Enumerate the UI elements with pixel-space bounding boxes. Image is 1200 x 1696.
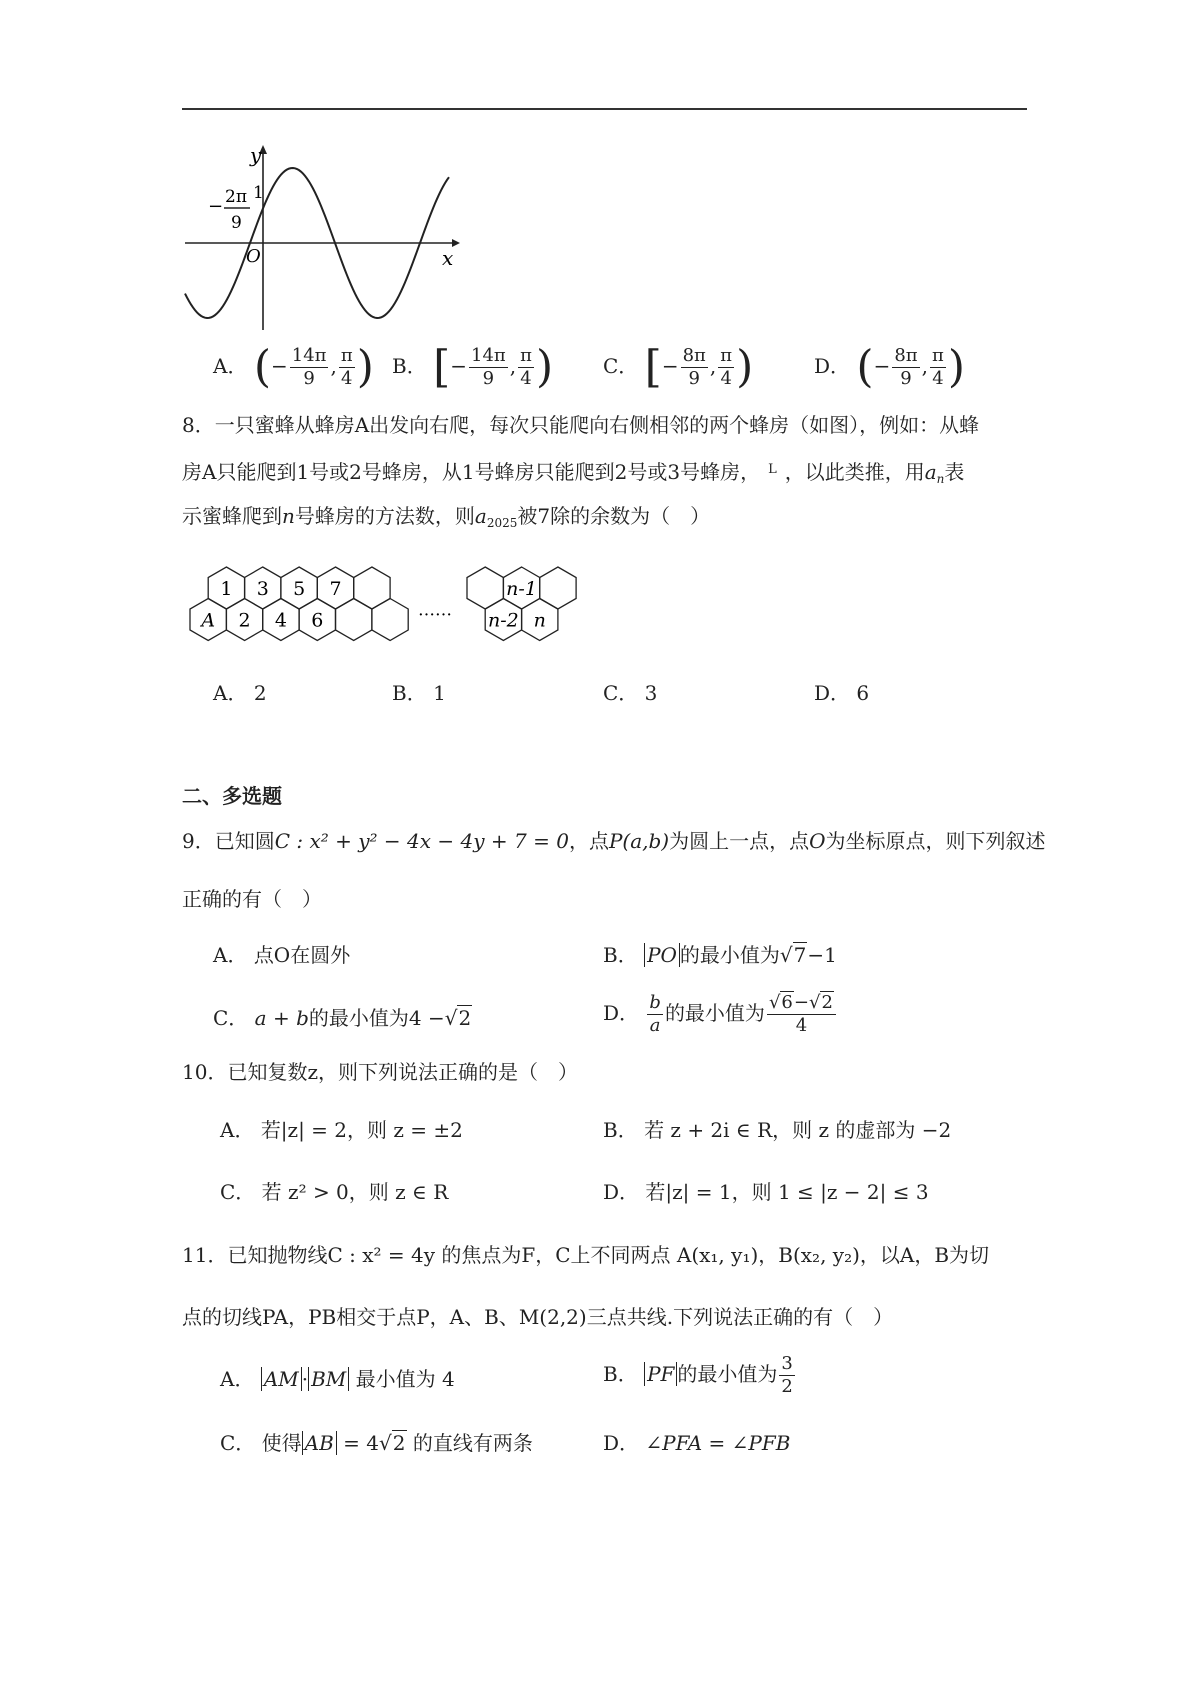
denominator: 9 bbox=[303, 368, 315, 389]
point-p: P(a,b) bbox=[608, 829, 670, 853]
denominator: 9 bbox=[900, 368, 912, 389]
option-letter: C． bbox=[603, 354, 639, 378]
numerator: 8π bbox=[682, 345, 706, 366]
denominator: 4 bbox=[341, 368, 353, 389]
hex-label: 1 bbox=[220, 578, 233, 600]
hex-cell bbox=[467, 567, 503, 609]
origin-label: O bbox=[246, 246, 261, 267]
fraction-value bbox=[767, 992, 836, 1037]
option-text: 1 bbox=[433, 681, 446, 705]
option-text: 若 z + 2i ∈ R，则 z 的虚部为 −2 bbox=[644, 1118, 952, 1142]
q9-option-d[interactable] bbox=[603, 992, 838, 1037]
interval-open: ( bbox=[253, 341, 271, 393]
subscript-n: n bbox=[936, 472, 945, 486]
option-text: 若|z| = 2，则 z = ±2 bbox=[260, 1118, 463, 1142]
q7-option-a[interactable]: A． (− $\frac{14\pi}{9}$ , $\frac{\pi}{4}$ ) bbox=[213, 341, 374, 393]
option-letter: A． bbox=[220, 1367, 255, 1391]
option-letter: A． bbox=[220, 1118, 255, 1142]
y-axis-label: y bbox=[250, 143, 262, 167]
q8-option-b[interactable] bbox=[392, 678, 446, 708]
fraction bbox=[339, 345, 355, 390]
abs-pf: PF bbox=[644, 1362, 677, 1386]
option-letter: C． bbox=[213, 1006, 249, 1030]
q9-text: 为圆上一点，点 bbox=[669, 829, 810, 853]
zero-label-den: 9 bbox=[231, 213, 242, 233]
option-letter: D． bbox=[603, 1001, 640, 1025]
circle-equation: C : x² + y² − 4x − 4y + 7 = 0 bbox=[274, 829, 569, 853]
q8-text: 房A只能爬到1号或2号蜂房，从1号蜂房只能爬到2号或3号蜂房， bbox=[182, 460, 761, 484]
option-text: 的最小值为 bbox=[664, 1001, 765, 1025]
q8-text: 表 bbox=[944, 460, 965, 484]
interval-open: ( bbox=[856, 341, 874, 393]
hex-label: 2 bbox=[238, 609, 251, 632]
option-letter: B． bbox=[392, 354, 427, 378]
q9-option-c[interactable]: C． a + b的最小值为4 −√2 bbox=[213, 1006, 472, 1030]
q11-line-1: 11．已知抛物线C : x² = 4y 的焦点为F，C上不同两点 A(x₁, y₁)，B(x₂, y₂)，以A，B为切 bbox=[182, 1243, 990, 1267]
q8-option-d[interactable] bbox=[814, 678, 869, 708]
hex-label: n-2 bbox=[487, 609, 519, 632]
hex-label: n bbox=[533, 609, 546, 632]
denominator: 2 bbox=[781, 1376, 793, 1397]
numerator: b bbox=[649, 992, 661, 1013]
fraction-three-halves bbox=[779, 1353, 794, 1398]
q8-option-a[interactable] bbox=[213, 678, 267, 708]
sqrt-radicand: 2 bbox=[821, 992, 833, 1013]
option-text: 3 bbox=[644, 681, 658, 705]
option-letter: C． bbox=[220, 1431, 256, 1455]
option-text: 点O在圆外 bbox=[253, 943, 351, 967]
minus-sign: − bbox=[450, 354, 467, 378]
q9-option-b[interactable]: B． PO 的最小值为√7−1 bbox=[603, 943, 837, 967]
q11-option-d[interactable] bbox=[603, 1428, 790, 1458]
option-text: 6 bbox=[856, 681, 870, 705]
var-a: a bbox=[474, 504, 487, 528]
interval-close: ) bbox=[736, 341, 754, 393]
option-text: = 4 bbox=[343, 1431, 380, 1455]
fraction bbox=[930, 345, 946, 390]
q10-option-b[interactable] bbox=[603, 1115, 951, 1145]
hex-label: 7 bbox=[329, 578, 342, 600]
numerator: π bbox=[720, 345, 733, 366]
option-letter: A． bbox=[213, 354, 248, 378]
q9-option-a[interactable] bbox=[213, 940, 350, 970]
minus-sign: − bbox=[873, 354, 891, 378]
honeycomb-diagram bbox=[180, 555, 600, 665]
hex-label: n-1 bbox=[506, 578, 537, 600]
denominator: 4 bbox=[720, 368, 732, 389]
q11-line-2: 点的切线PA，PB相交于点P，A、B、M(2,2)三点共线.下列说法正确的有（ ） bbox=[182, 1305, 894, 1329]
option-letter: A． bbox=[213, 943, 248, 967]
option-text: 最小值为 4 bbox=[355, 1367, 455, 1391]
q8-text: 被7除的余数为（ ） bbox=[517, 504, 711, 528]
hex-label: 5 bbox=[293, 578, 306, 600]
interval-open: [ bbox=[644, 341, 662, 393]
option-letter: C． bbox=[603, 681, 639, 705]
x-axis-label: x bbox=[442, 246, 454, 270]
interval-close: ) bbox=[356, 341, 374, 393]
numerator: 14π bbox=[291, 345, 327, 366]
option-letter: D． bbox=[603, 1180, 640, 1204]
numerator: π bbox=[340, 345, 353, 366]
q8-text: 号蜂房的方法数，则 bbox=[294, 504, 475, 528]
fraction bbox=[290, 345, 329, 390]
q9-text: 9．已知圆 bbox=[182, 829, 275, 853]
option-text: 的直线有两条 bbox=[412, 1431, 533, 1455]
q8-line-2 bbox=[182, 455, 964, 494]
numerator: 8π bbox=[894, 345, 918, 366]
subscript-2025: 2025 bbox=[486, 516, 518, 530]
option-letter: D． bbox=[814, 681, 851, 705]
q10-option-d[interactable] bbox=[603, 1177, 929, 1207]
option-letter: D． bbox=[814, 354, 851, 378]
option-text: ∠PFA = ∠PFB bbox=[645, 1431, 791, 1455]
expr-a-plus-b: a + b bbox=[254, 1006, 309, 1030]
denominator: 4 bbox=[520, 368, 532, 389]
interval-close: ) bbox=[947, 341, 966, 393]
option-letter: B． bbox=[392, 681, 427, 705]
q7-option-c[interactable]: C． [− $\frac{8\pi}{9}$ , $\frac{\pi}{4}$ ) bbox=[603, 341, 754, 393]
q8-text: 示蜜蜂爬到 bbox=[182, 504, 282, 528]
option-text: 使得 bbox=[261, 1431, 302, 1455]
q10-option-c[interactable] bbox=[220, 1177, 448, 1207]
minus-sign: − bbox=[270, 354, 288, 378]
q9-text: 为坐标原点，则下列叙述 bbox=[825, 829, 1046, 853]
numerator: 14π bbox=[471, 345, 506, 366]
header-rule bbox=[182, 108, 1027, 110]
denominator: a bbox=[649, 1015, 661, 1036]
q8-text: ，以此类推，用 bbox=[784, 460, 925, 484]
section-title: 二、多选题 bbox=[182, 784, 282, 808]
hex-cell bbox=[354, 567, 390, 609]
hex-cell bbox=[540, 567, 576, 609]
numerator: π bbox=[932, 345, 944, 366]
option-text: 的最小值为 bbox=[679, 943, 780, 967]
ellipsis-dots: …… bbox=[418, 600, 452, 621]
y-tick-label: 1 bbox=[253, 183, 264, 203]
fraction bbox=[718, 345, 734, 390]
abs-po: PO bbox=[644, 943, 680, 967]
q9-line-1 bbox=[182, 826, 1046, 856]
sqrt-radicand: 2 bbox=[458, 1006, 472, 1030]
hex-label: 4 bbox=[274, 609, 287, 632]
option-letter: B． bbox=[603, 1362, 638, 1386]
denominator: 9 bbox=[482, 368, 495, 389]
q11-option-a[interactable] bbox=[220, 1364, 455, 1394]
minus-sign: − bbox=[661, 354, 679, 378]
option-letter: D． bbox=[603, 1431, 640, 1455]
q10-stem: 10．已知复数z，则下列说法正确的是（ ） bbox=[182, 1060, 578, 1084]
option-text: 若 z² > 0，则 z ∈ R bbox=[261, 1180, 449, 1204]
hex-label: 3 bbox=[256, 578, 269, 600]
option-text: −1 bbox=[807, 943, 837, 967]
point-o: O bbox=[809, 829, 826, 853]
q10-option-a[interactable] bbox=[220, 1115, 463, 1145]
interval-close: ) bbox=[535, 341, 554, 393]
var-n: n bbox=[282, 504, 295, 528]
q7-option-b[interactable]: B． [− $\frac{14\pi}{9}$ , $\frac{\pi}{4}$ ) bbox=[392, 341, 554, 393]
option-value: 4 − bbox=[408, 1006, 445, 1030]
q7-option-d[interactable]: D． (− $\frac{8\pi}{9}$ , $\frac{\pi}{4}$ ) bbox=[814, 341, 966, 393]
q8-option-c[interactable] bbox=[603, 678, 657, 708]
q8-line-1: 8．一只蜜蜂从蜂房A出发向右爬，每次只能爬向右侧相邻的两个蜂房（如图），例如：从蜂 bbox=[182, 413, 980, 437]
option-text: 若|z| = 1，则 1 ≤ |z − 2| ≤ 3 bbox=[645, 1180, 929, 1204]
hex-label: A bbox=[201, 609, 216, 632]
fraction-b-over-a bbox=[647, 992, 663, 1037]
option-text: 2 bbox=[253, 681, 267, 705]
q11-option-b[interactable] bbox=[603, 1353, 797, 1398]
q9-text: ，点 bbox=[568, 829, 609, 853]
option-text: 的最小值为 bbox=[677, 1362, 778, 1386]
q11-option-c[interactable]: C． 使得 AB = 4√2 的直线有两条 bbox=[220, 1431, 533, 1455]
denominator: 4 bbox=[795, 1015, 808, 1036]
option-text: 的最小值为 bbox=[308, 1006, 409, 1030]
fraction bbox=[681, 345, 708, 390]
fraction bbox=[892, 345, 919, 390]
sqrt-radicand: 2 bbox=[392, 1431, 406, 1455]
abs-ab: AB bbox=[302, 1431, 337, 1455]
q8-line-3 bbox=[182, 501, 710, 538]
hex-cell bbox=[372, 599, 408, 641]
abs-am: AM bbox=[261, 1367, 302, 1391]
interval-open: [ bbox=[433, 341, 451, 393]
option-letter: C． bbox=[220, 1180, 256, 1204]
ellipsis-glyph: L bbox=[768, 462, 777, 477]
fraction bbox=[518, 345, 534, 390]
denominator: 4 bbox=[932, 368, 944, 389]
var-a: a bbox=[924, 460, 937, 484]
sqrt-radicand: 6 bbox=[781, 992, 793, 1013]
q9-line-2: 正确的有（ ） bbox=[182, 887, 322, 911]
numerator: π bbox=[520, 345, 532, 366]
hex-label: 6 bbox=[311, 609, 324, 632]
option-letter: B． bbox=[603, 1118, 638, 1142]
zero-label-sign: − bbox=[208, 196, 224, 217]
dot-operator: · bbox=[301, 1367, 309, 1391]
fraction bbox=[469, 345, 508, 390]
abs-bm: BM bbox=[308, 1367, 349, 1391]
numerator: 3 bbox=[781, 1353, 793, 1374]
minus-sign: − bbox=[793, 992, 809, 1013]
option-letter: A． bbox=[213, 681, 248, 705]
sine-graph bbox=[180, 140, 460, 340]
hex-cell bbox=[336, 599, 372, 641]
numerator: √6−√2 bbox=[767, 992, 836, 1015]
option-letter: B． bbox=[603, 943, 638, 967]
denominator: 9 bbox=[688, 368, 700, 389]
sqrt-radicand: 7 bbox=[793, 943, 807, 967]
zero-label-num: 2π bbox=[225, 187, 247, 207]
